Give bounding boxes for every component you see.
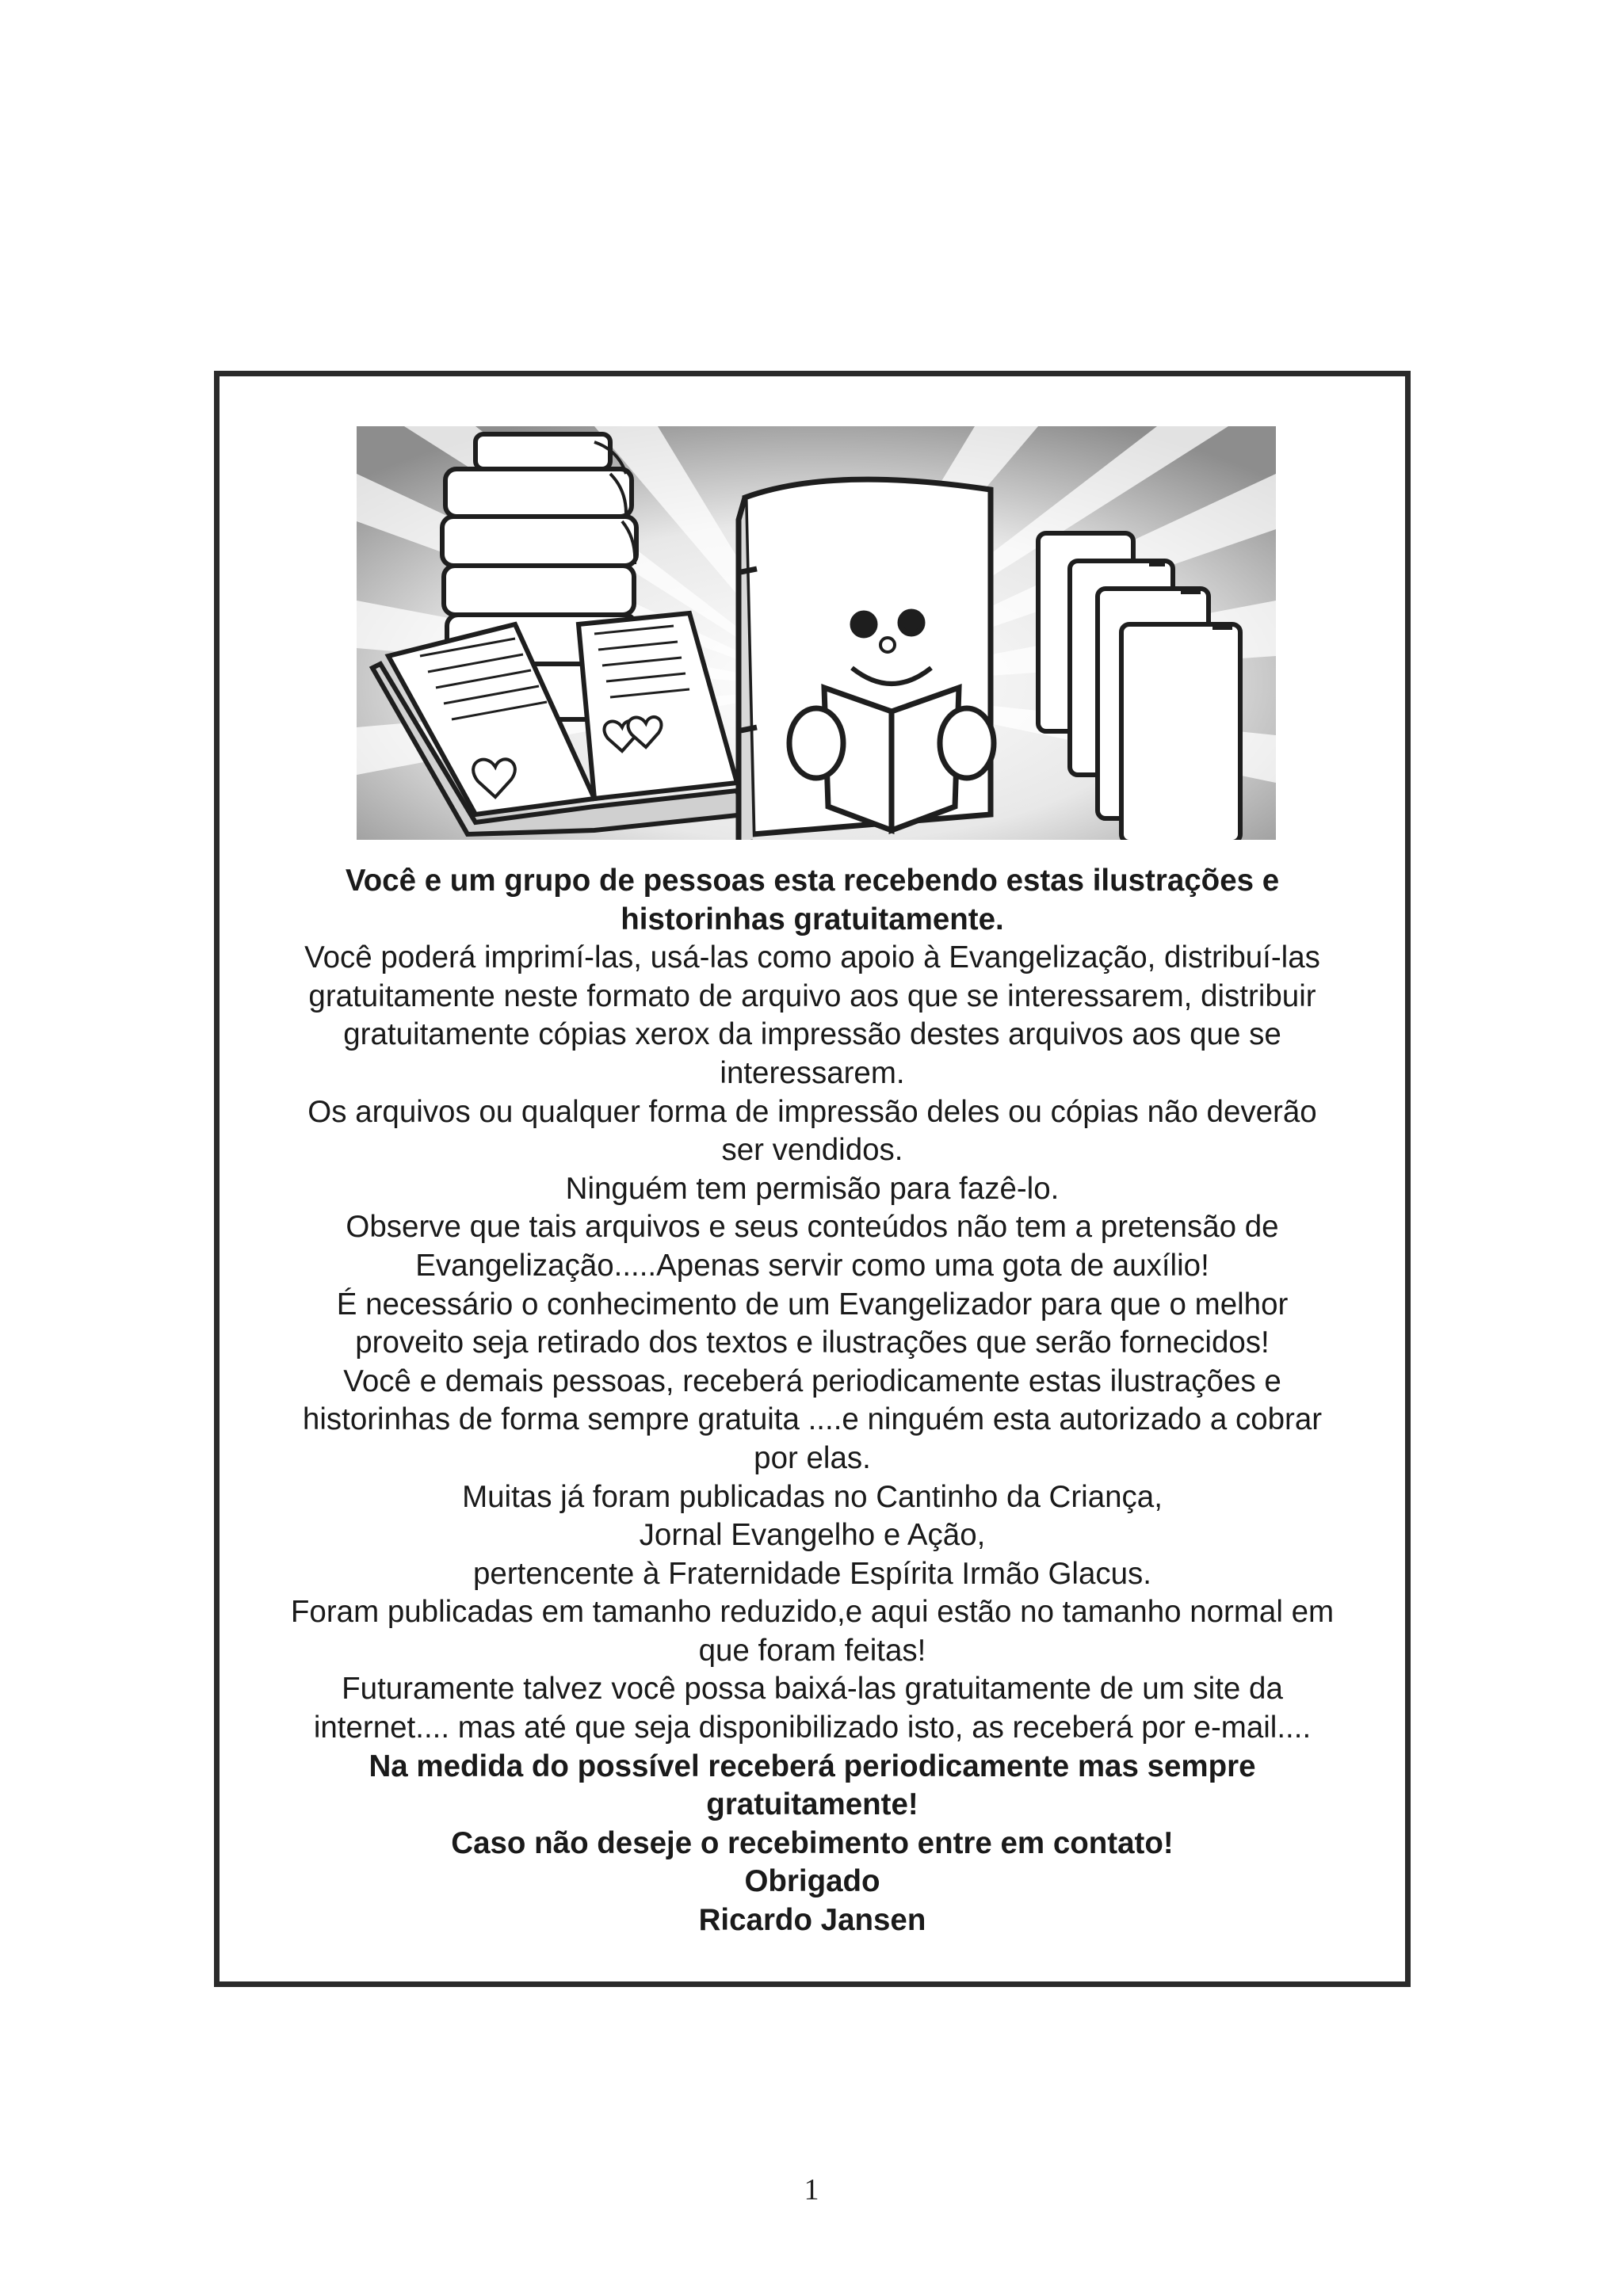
notice-line: Futuramente talvez você possa baixá-las gratuitamente de um site da	[342, 1672, 1283, 1707]
notice-line: proveito seja retirado dos textos e ilustrações que serão fornecidos!	[355, 1325, 1270, 1360]
notice-line: Observe que tais arquivos e seus conteúdos não tem a pretensão de	[346, 1210, 1279, 1245]
notice-line: Você e demais pessoas, receberá periodicamente estas ilustrações e	[343, 1363, 1281, 1398]
notice-line: historinhas de forma sempre gratuita ....e ninguém esta autorizado a cobrar	[302, 1402, 1323, 1437]
notice-line: Você e um grupo de pessoas esta recebendo estas ilustrações e	[345, 864, 1280, 898]
notice-line: Jornal Evangelho e Ação,	[639, 1518, 986, 1553]
notice-line: Obrigado	[744, 1864, 880, 1899]
notice-line: Na medida do possível receberá periodicamente mas sempre	[369, 1749, 1256, 1783]
notice-text	[220, 862, 1404, 1940]
notice-line: historinhas gratuitamente.	[621, 902, 1004, 936]
notice-line: Caso não deseje o recebimento entre em contato!	[451, 1825, 1174, 1860]
notice-line: que foram feitas!	[698, 1633, 926, 1668]
notice-line: gratuitamente neste formato de arquivo aos que se interessarem, distribuir	[308, 978, 1316, 1013]
notice-line: gratuitamente cópias xerox da impressão destes arquivos aos que se	[343, 1017, 1281, 1052]
notice-line: gratuitamente!	[706, 1787, 918, 1822]
notice-line: Ricardo Jansen	[698, 1903, 926, 1938]
notice-line: internet.... mas até que seja disponibilizado isto, as receberá por e-mail....	[313, 1711, 1312, 1745]
notice-line: É necessário o conhecimento de um Evangelizador para que o melhor	[336, 1287, 1289, 1322]
notice-line: Foram publicadas em tamanho reduzido,e aqui estão no tamanho normal em	[290, 1595, 1335, 1630]
smiling-book-character	[739, 479, 994, 840]
page-number: 1	[804, 2173, 819, 2206]
notice-line: por elas.	[754, 1440, 871, 1475]
notice-line: pertencente à Fraternidade Espírita Irmão Glacus.	[473, 1556, 1151, 1591]
notice-line: Os arquivos ou qualquer forma de impressão deles ou cópias não deverão	[307, 1094, 1317, 1129]
notice-line: Evangelização.....Apenas servir como uma gota de auxílio!	[415, 1248, 1209, 1283]
notice-line: interessarem.	[720, 1055, 905, 1090]
books-illustration-svg	[357, 426, 1276, 840]
notice-line: Você poderá imprimí-las, usá-las como apoio à Evangelização, distribuí-las	[304, 940, 1320, 975]
notice-line: Muitas já foram publicadas no Cantinho da Criança,	[462, 1479, 1163, 1514]
books-illustration	[357, 426, 1276, 840]
notice-line: Ninguém tem permisão para fazê-lo.	[565, 1171, 1060, 1206]
notice-line: ser vendidos.	[721, 1133, 903, 1168]
